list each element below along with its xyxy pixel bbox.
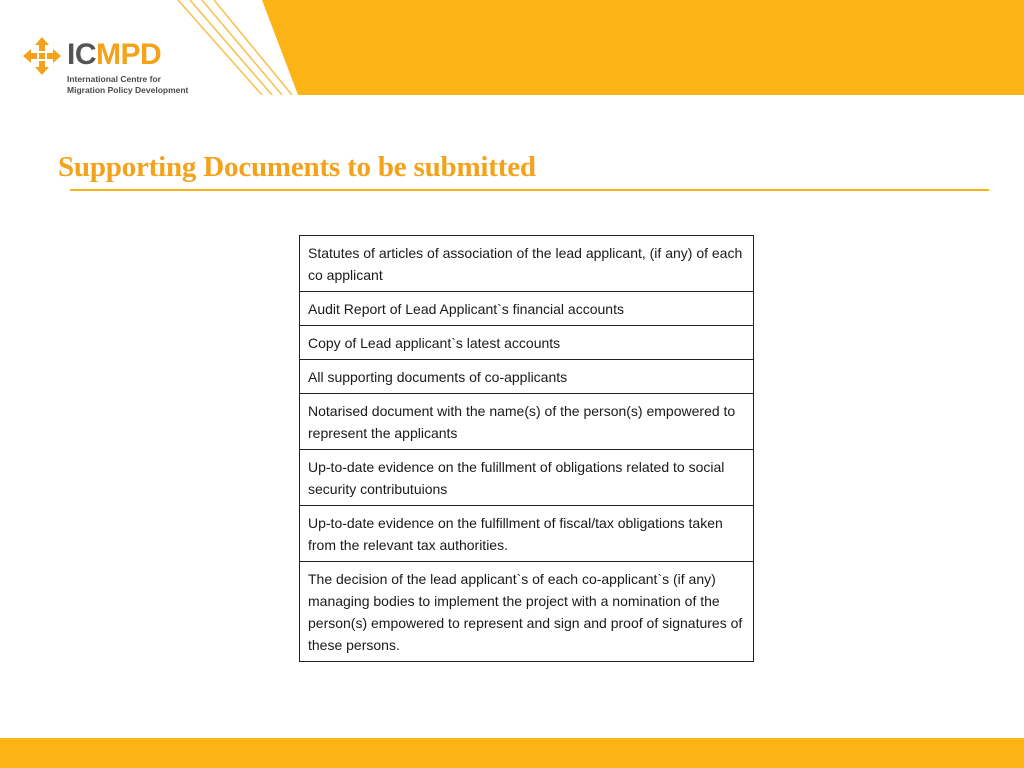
table-row bbox=[300, 394, 754, 450]
title-underline bbox=[70, 189, 989, 191]
logo-subtitle-line-1: International Centre for bbox=[67, 74, 161, 84]
document-cell: The decision of the lead applicant`s of each co-applicant`s (if any) managing bodies to implement the project with a nomination of the person(s) empowered to represent and sign and proof of signatures of these persons. bbox=[300, 562, 754, 662]
table-row bbox=[300, 562, 754, 662]
document-cell: Audit Report of Lead Applicant`s financial accounts bbox=[300, 292, 754, 326]
logo-subtitle-line-2: Migration Policy Development bbox=[67, 85, 189, 95]
document-cell: Statutes of articles of association of the lead applicant, (if any) of each co applicant bbox=[300, 236, 754, 292]
document-cell: Up-to-date evidence on the fulillment of obligations related to social security contributuions bbox=[300, 450, 754, 506]
table-row bbox=[300, 326, 754, 360]
table-row bbox=[300, 236, 754, 292]
document-cell: All supporting documents of co-applicants bbox=[300, 360, 754, 394]
document-cell: Notarised document with the name(s) of the person(s) empowered to represent the applicants bbox=[300, 394, 754, 450]
table-row bbox=[300, 360, 754, 394]
footer-band bbox=[0, 738, 1024, 768]
icmpd-logo bbox=[22, 36, 197, 100]
logo-wordmark: ICMPD bbox=[67, 38, 162, 71]
documents-table bbox=[299, 235, 754, 662]
table-row bbox=[300, 506, 754, 562]
logo-subtitle bbox=[67, 74, 207, 96]
document-cell: Copy of Lead applicant`s latest accounts bbox=[300, 326, 754, 360]
logo-arrows-icon bbox=[22, 36, 62, 76]
document-cell: Up-to-date evidence on the fulfillment of fiscal/tax obligations taken from the relevant tax authorities. bbox=[300, 506, 754, 562]
page-title: Supporting Documents to be submitted bbox=[58, 151, 536, 183]
table-row bbox=[300, 292, 754, 326]
table-row bbox=[300, 450, 754, 506]
